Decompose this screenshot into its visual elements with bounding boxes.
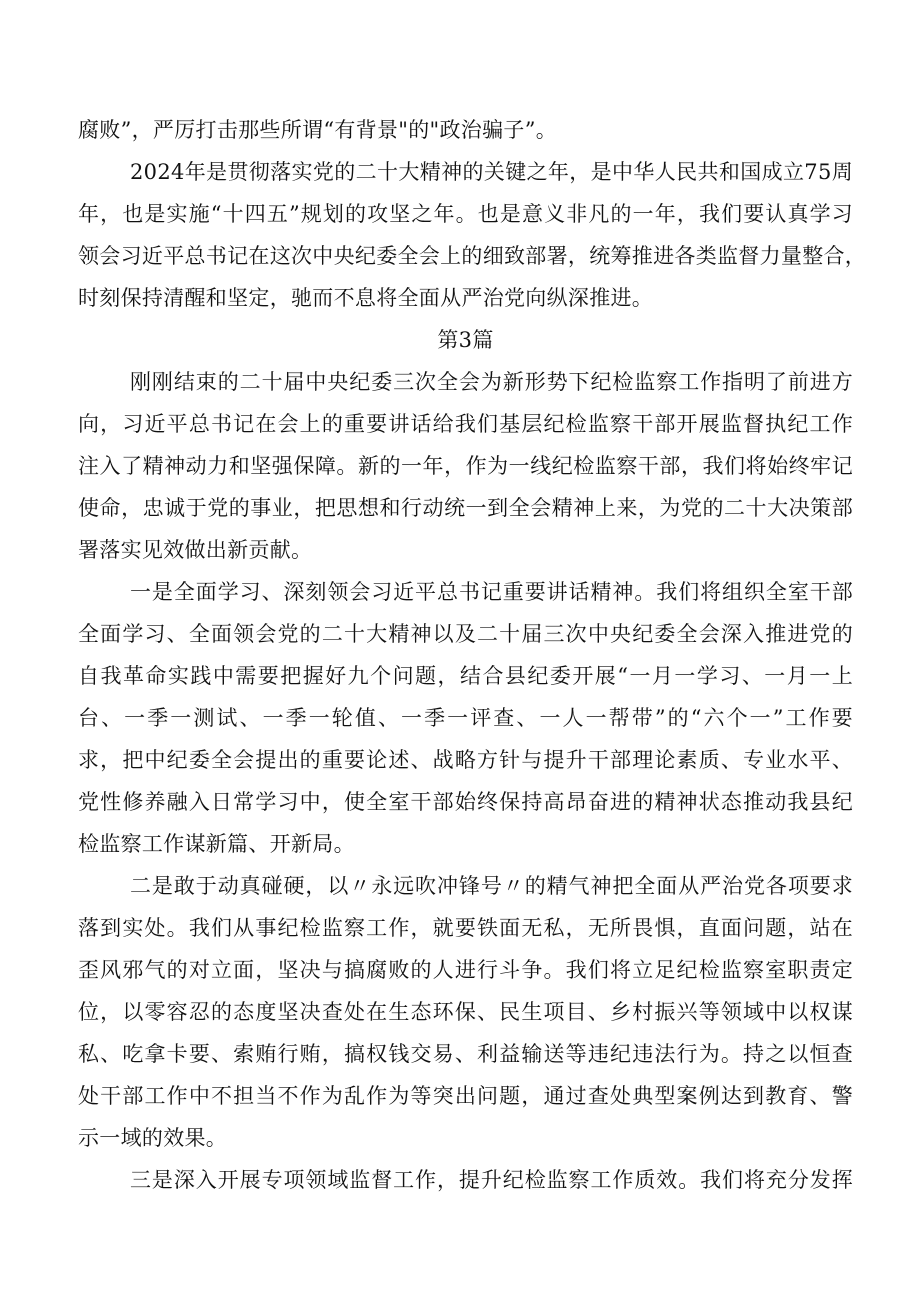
body-text-line: 注入了精神动力和坚强保障。新的一年，作为一线纪检监察干部，我们将始终牢记 xyxy=(78,454,853,478)
body-text-line: 一是全面学习、深刻领会习近平总书记重要讲话精神。我们将组织全室干部 xyxy=(130,580,853,604)
body-text-line: 2024年是贯彻落实党的二十大精神的关键之年，是中华人民共和国成立75周 xyxy=(130,160,853,184)
body-text-line: 年，也是实施“十四五”规划的攻坚之年。也是意义非凡的一年，我们要认真学习 xyxy=(78,202,853,226)
body-text-line: 示一域的效果。 xyxy=(78,1126,228,1150)
body-text-line: 党性修养融入日常学习中，使全室干部始终保持高昂奋进的精神状态推动我县纪 xyxy=(78,790,853,814)
body-text-line: 时刻保持清醒和坚定，驰而不息将全面从严治党向纵深推进。 xyxy=(78,286,654,310)
body-text-line: 刚刚结束的二十届中央纪委三次全会为新形势下纪检监察工作指明了前进方 xyxy=(130,370,853,394)
body-text-line: 位，以零容忍的态度坚决查处在生态环保、民生项目、乡村振兴等领域中以权谋 xyxy=(78,1000,853,1024)
body-text-line: 歪风邪气的对立面，坚决与搞腐败的人进行斗争。我们将立足纪检监察室职责定 xyxy=(78,958,853,982)
body-text-line: 全面学习、全面领会党的二十大精神以及二十届三次中央纪委全会深入推进党的 xyxy=(78,622,853,646)
body-text-line: 处干部工作中不担当不作为乱作为等突出问题，通过查处典型案例达到教育、警 xyxy=(78,1084,853,1108)
body-text-line: 台、一季一测试、一季一轮值、一季一评查、一人一帮带”的“六个一”工作要 xyxy=(78,706,853,730)
body-text-line: 领会习近平总书记在这次中央纪委全会上的细致部署，统筹推进各类监督力量整合， xyxy=(78,244,867,268)
body-text-line: 使命，忠诚于党的事业，把思想和行动统一到全会精神上来，为党的二十大决策部 xyxy=(78,496,853,520)
body-text-line: 落到实处。我们从事纪检监察工作，就要铁面无私，无所畏惧，直面问题，站在 xyxy=(78,916,853,940)
body-text-line: 求，把中纪委全会提出的重要论述、战略方针与提升干部理论素质、专业水平、 xyxy=(78,748,853,772)
body-text-line: 检监察工作谋新篇、开新局。 xyxy=(78,832,355,856)
body-text-line: 私、吃拿卡要、索贿行贿，搞权钱交易、利益输送等违纪违法行为。持之以恒查 xyxy=(78,1042,853,1066)
body-text-line: 腐败”，严厉打击那些所谓“有背景"的"政治骗子”。 xyxy=(78,118,558,142)
body-text-line: 三是深入开展专项领域监督工作，提升纪检监察工作质效。我们将充分发挥 xyxy=(130,1168,853,1192)
body-text-line: 二是敢于动真碰硬，以〃永远吹冲锋号〃的精气神把全面从严治党各项要求 xyxy=(130,874,853,898)
body-text-line: 自我革命实践中需要把握好九个问题，结合县纪委开展“一月一学习、一月一上 xyxy=(78,664,853,688)
section-heading: 第3篇 xyxy=(437,328,494,352)
body-text-line: 向，习近平总书记在会上的重要讲话给我们基层纪检监察干部开展监督执纪工作 xyxy=(78,412,853,436)
body-text-line: 署落实见效做出新贡献。 xyxy=(78,538,313,562)
